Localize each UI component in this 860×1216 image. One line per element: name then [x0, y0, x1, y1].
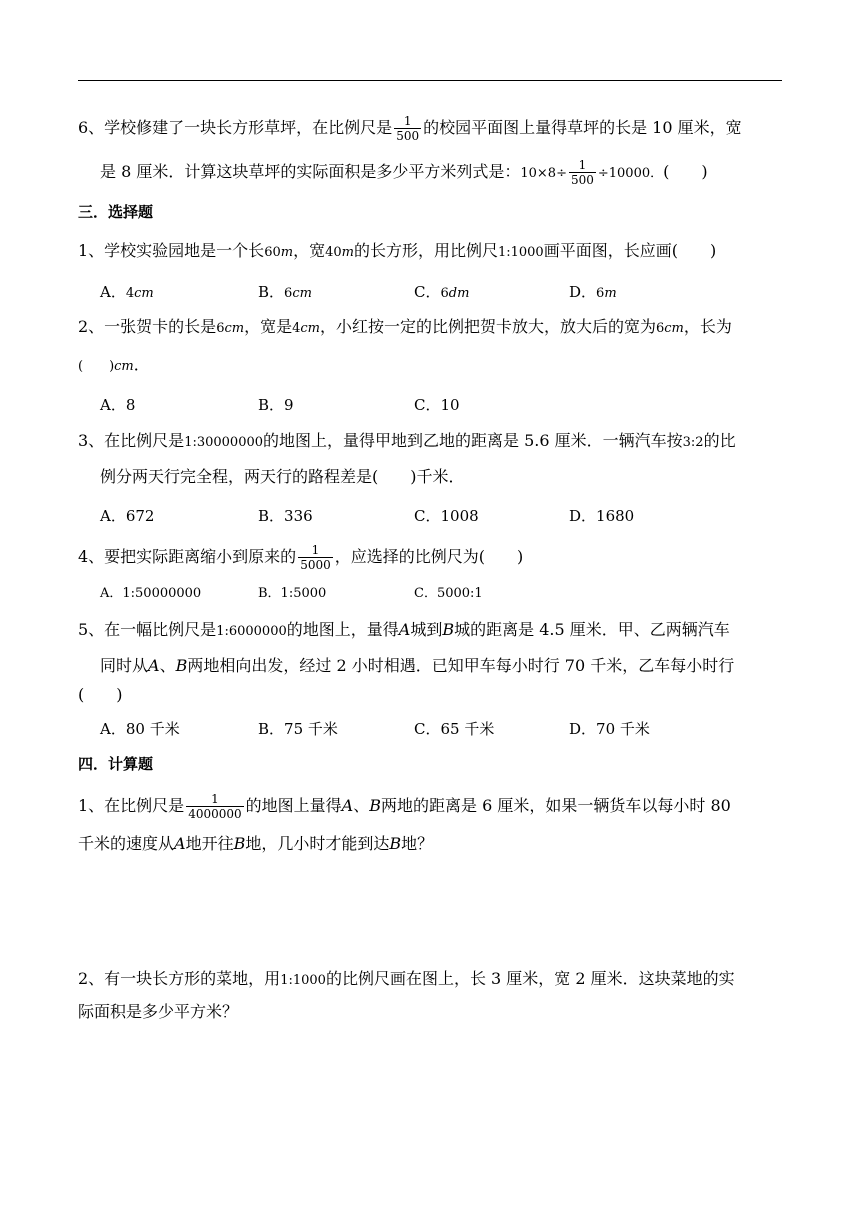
option-label: B．: [258, 283, 285, 301]
q1-text: 1、学校实验园地是一个长: [78, 241, 265, 260]
q3-option-a: A．672: [100, 507, 155, 525]
fraction-denominator: 500: [570, 173, 594, 187]
option-label: C．: [414, 283, 441, 301]
q3-scale: 1:30000000: [184, 435, 264, 450]
q1-unit: m: [341, 245, 354, 260]
option-label: A．: [100, 283, 126, 301]
fraction-numerator: 1: [211, 792, 219, 806]
q5-option-b: B．75 千米: [258, 720, 338, 738]
q3-option-d: D．1680: [569, 507, 635, 525]
q5-text: 同时从: [100, 656, 149, 675]
q1-value: 60: [264, 245, 281, 260]
q3-text: 的比: [703, 431, 736, 450]
answer-blank: ( ): [78, 359, 115, 374]
q3-stem-line2: 例分两天行完全程，两天行的路程差是( )千米．: [100, 467, 465, 486]
q5-option-c: C．65 千米: [414, 720, 495, 738]
fraction-numerator: 1: [578, 158, 587, 172]
tf6-text: 是 8 厘米．计算这块草坪的实际面积是多少平方米列式是：: [100, 162, 521, 181]
q4-option-c: C．5000:1: [414, 586, 483, 601]
option-unit: dm: [448, 286, 470, 301]
fraction-numerator: 1: [311, 543, 320, 557]
option-value: 4: [125, 286, 135, 301]
q2-option-a: A．8: [100, 396, 136, 414]
option-value: 6: [440, 286, 449, 301]
q4-option-b: B．1:5000: [258, 586, 327, 601]
option-unit: cm: [292, 286, 312, 301]
q5-text: 、: [159, 656, 176, 675]
tf6-line2: [100, 158, 708, 187]
header-rule: [78, 80, 782, 81]
q2-unit: cm: [300, 321, 320, 336]
q5-option-d: D．70 千米: [569, 720, 650, 738]
section-title: 三．选择题: [78, 203, 154, 221]
c1-point: B: [233, 834, 246, 853]
fraction: [394, 114, 421, 143]
q5-point: A: [148, 656, 160, 675]
c1-text: 千米的速度从: [78, 834, 175, 853]
option-value: 6: [596, 286, 605, 301]
q5-point: A: [398, 620, 411, 639]
c2-text: 2、有一块长方形的菜地，用: [78, 969, 281, 988]
tf6-line1: [78, 114, 742, 143]
q1-option-d: [569, 281, 617, 305]
q5-point: B: [442, 620, 455, 639]
q2-stem-line2: [78, 354, 150, 378]
q2-text: ，长为: [683, 317, 732, 336]
tf6-text: 6、学校修建了一块长方形草坪，在比例尺是: [78, 118, 393, 137]
q1-value: 40: [325, 245, 342, 260]
q5-text: 城的距离是 4.5 厘米．甲、乙两辆汽车: [454, 620, 730, 639]
q1-text: 的长方形，用比例尺: [353, 241, 498, 260]
fraction: [569, 158, 596, 187]
q3-text: 3、在比例尺是: [78, 431, 185, 450]
q3-option-c: C．1008: [414, 507, 479, 525]
q5-text: 的地图上，量得: [286, 620, 399, 639]
q1-unit: m: [280, 245, 294, 260]
q1-scale: 1:1000: [497, 245, 544, 260]
q4-stem: [78, 543, 523, 572]
answer-blank: ( ): [663, 162, 708, 181]
option-value: 6: [284, 286, 293, 301]
tf6-expression: ÷10000．: [597, 166, 664, 181]
c1-text: 的地图上量得: [245, 796, 342, 815]
c1-stem: [78, 792, 731, 821]
q1-text: 画平面图，长应画( ): [543, 241, 717, 260]
q3-text: 的地图上，量得甲地到乙地的距离是 5.6 厘米．一辆汽车按: [263, 431, 683, 450]
q1-option-b: [258, 281, 312, 305]
q5-point: B: [175, 656, 188, 675]
c1-text: 、: [353, 796, 370, 815]
fraction-denominator: 5000: [300, 558, 331, 572]
c2-text: 的比例尺画在图上，长 3 厘米，宽 2 厘米．这块菜地的实: [325, 969, 735, 988]
q5-text: 5、在一幅比例尺是: [78, 620, 217, 639]
c2-stem: [78, 968, 735, 992]
option-unit: cm: [134, 286, 154, 301]
q2-text: ．: [133, 355, 150, 374]
q2-option-b: B．9: [258, 396, 294, 414]
q2-value: 6: [216, 321, 225, 336]
q2-stem: [78, 316, 732, 340]
q4-option-a: A．1:50000000: [100, 586, 202, 601]
q1-stem: [78, 240, 716, 264]
fraction: [186, 792, 243, 821]
option-unit: m: [604, 286, 617, 301]
c2-stem-line2: 际面积是多少平方米？: [78, 1002, 239, 1021]
q1-text: ，宽: [293, 241, 326, 260]
c1-point: B: [389, 834, 402, 853]
q4-text: ，应选择的比例尺为( ): [334, 547, 524, 566]
tf6-expression: 10×8÷: [520, 166, 567, 181]
q3-option-b: B．336: [258, 507, 313, 525]
c1-text: 1、在比例尺是: [78, 796, 185, 815]
q2-option-c: C．10: [414, 396, 460, 414]
q5-option-a: A．80 千米: [100, 720, 180, 738]
q2-unit: cm: [114, 359, 134, 374]
c1-stem-line2: [78, 833, 433, 855]
c1-text: 地？: [401, 834, 434, 853]
c1-point: A: [174, 834, 186, 853]
c1-point: A: [341, 796, 354, 815]
q1-option-a: [100, 281, 154, 305]
q3-ratio: 3:2: [682, 435, 704, 450]
answer-blank: ( ): [78, 685, 123, 704]
q4-text: 4、要把实际距离缩小到原来的: [78, 547, 297, 566]
c1-point: B: [369, 796, 381, 815]
c2-scale: 1:1000: [280, 973, 326, 988]
c1-text: 地，几小时才能到达: [245, 834, 390, 853]
q2-value: 6: [656, 321, 665, 336]
q2-value: 4: [292, 321, 301, 336]
q2-unit: cm: [664, 321, 684, 336]
fraction-denominator: 500: [396, 129, 420, 143]
q3-stem: [78, 430, 736, 454]
q2-text: 2、一张贺卡的长是: [78, 317, 217, 336]
q5-text: 两地相向出发，经过 2 小时相遇．已知甲车每小时行 70 千米，乙车每小时行: [187, 656, 735, 675]
c1-text: 两地的距离是 6 厘米，如果一辆货车以每小时 80: [381, 796, 731, 815]
q5-scale: 1:6000000: [216, 624, 287, 639]
q2-unit: cm: [224, 321, 245, 336]
c1-text: 地开往: [185, 834, 234, 853]
fraction: [298, 543, 333, 572]
q2-text: ，宽是: [244, 317, 293, 336]
tf6-text: 的校园平面图上量得草坪的长是 10 厘米，宽: [423, 118, 742, 137]
q2-text: ，小红按一定的比例把贺卡放大，放大后的宽为: [319, 317, 656, 336]
q5-text: 城到: [410, 620, 443, 639]
option-label: D．: [569, 283, 597, 301]
fraction-numerator: 1: [403, 114, 412, 128]
q1-option-c: [414, 281, 469, 305]
fraction-denominator: 4000000: [188, 807, 242, 821]
q5-stem: [78, 619, 730, 643]
section-title: 四．计算题: [78, 755, 154, 773]
q5-stem-line2: [100, 655, 734, 677]
